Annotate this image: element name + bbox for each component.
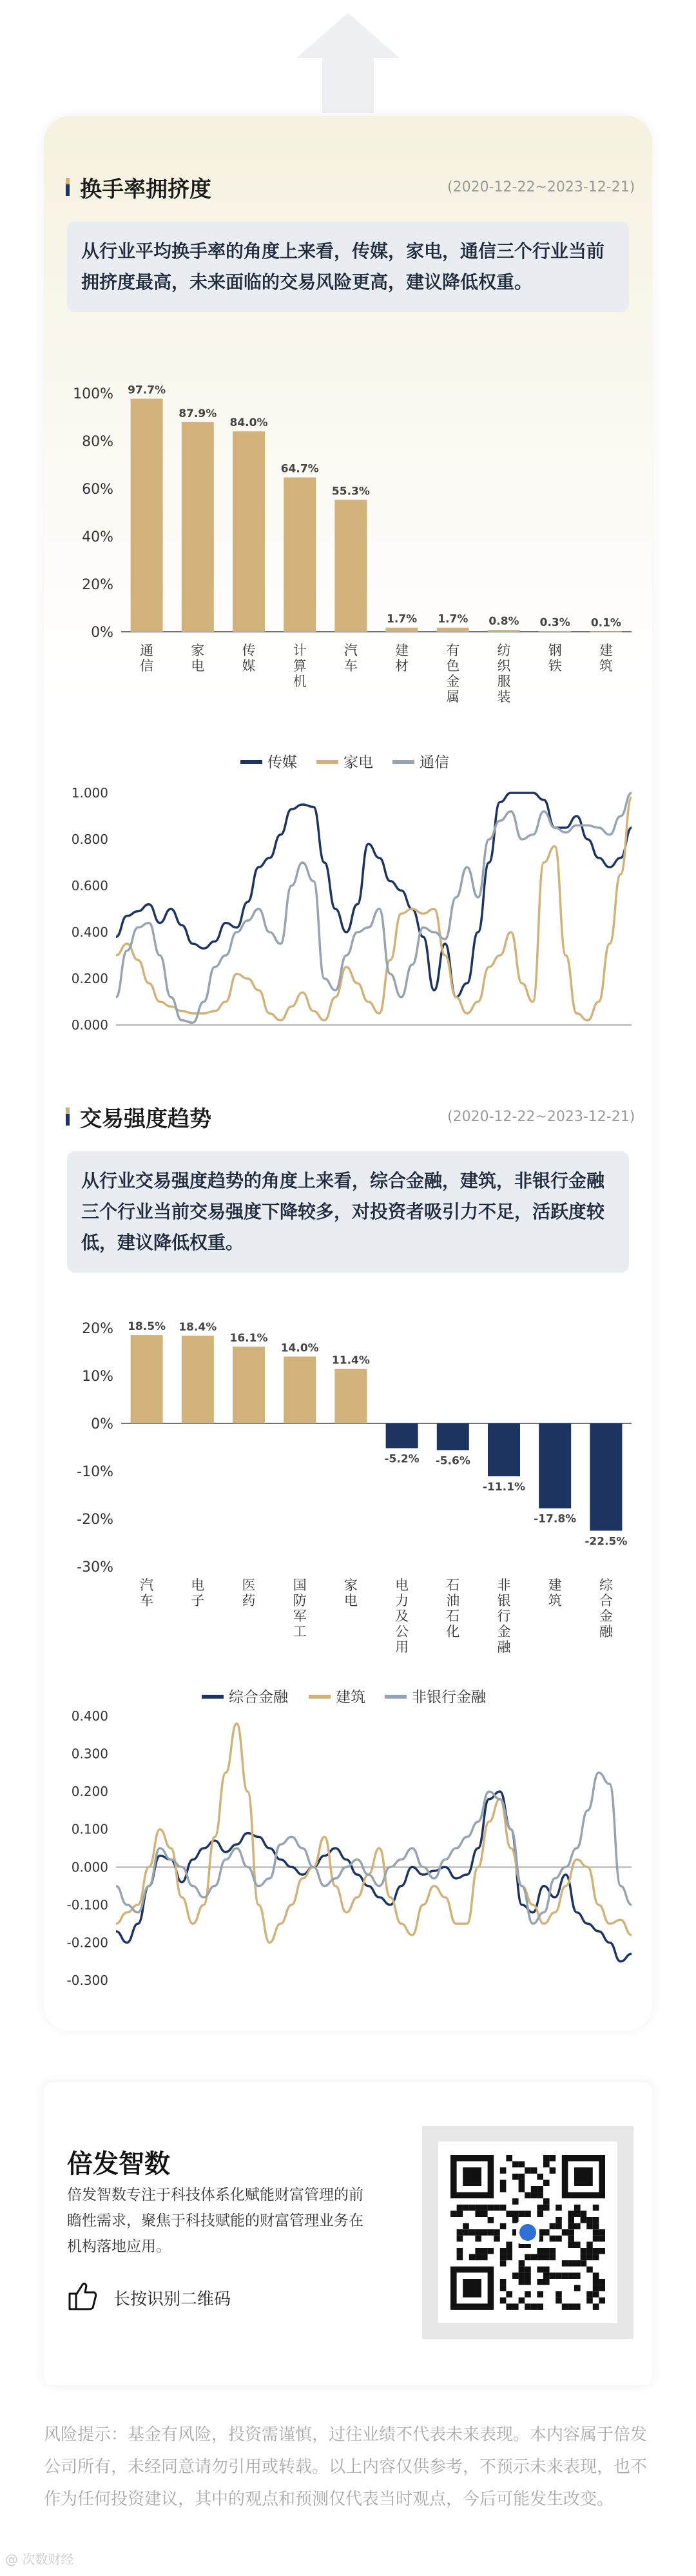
qr-module — [586, 2241, 593, 2248]
qr-module — [543, 2205, 550, 2211]
qr-module — [500, 2167, 507, 2174]
qr-logo — [519, 2224, 536, 2241]
data-label: 1.7% — [387, 612, 418, 626]
qr-module — [562, 2260, 568, 2267]
qr-module — [574, 2272, 581, 2279]
qr-module — [463, 2229, 469, 2236]
qr-module — [543, 2155, 550, 2161]
y-tick-label: 100% — [73, 386, 113, 402]
y-tick-label: -0.200 — [66, 1935, 108, 1951]
qr-module — [556, 2272, 562, 2279]
qr-module — [543, 2229, 550, 2236]
qr-module — [568, 2236, 574, 2242]
qr-module — [512, 2174, 519, 2180]
bar — [590, 1423, 622, 1531]
qr-module — [525, 2210, 531, 2217]
data-label: 0.8% — [488, 615, 519, 629]
qr-module — [457, 2254, 463, 2261]
qr-module — [562, 2229, 568, 2236]
qr-module — [574, 2285, 581, 2292]
brand-description: 倍发智数专注于科技体系化赋能财富管理的前瞻性需求，聚焦于科技赋能的财富管理业务在机构落地应用。 — [67, 2187, 363, 2255]
qr-module — [512, 2217, 519, 2223]
qr-module — [506, 2248, 512, 2254]
data-label: -5.6% — [435, 1454, 470, 1468]
qr-module — [593, 2291, 599, 2298]
qr-module — [537, 2267, 543, 2273]
x-tick-label: 家电 — [343, 1577, 358, 1608]
bar — [233, 431, 265, 632]
qr-module — [574, 2210, 581, 2217]
qr-module — [500, 2186, 507, 2192]
qr-module — [500, 2223, 507, 2230]
qr-module — [537, 2205, 543, 2211]
qr-module — [556, 2223, 562, 2230]
qr-module — [593, 2205, 599, 2211]
series-line — [116, 793, 632, 997]
qr-module — [481, 2248, 488, 2254]
qr-module — [525, 2291, 531, 2298]
qr-module — [475, 2254, 481, 2261]
x-tick-label: 国防军工 — [293, 1577, 307, 1639]
qr-module — [543, 2198, 550, 2205]
qr-module — [531, 2186, 537, 2192]
qr-module — [506, 2291, 512, 2298]
qr-module — [457, 2205, 463, 2211]
qr-module — [475, 2229, 481, 2236]
scan-qr-hint: 长按识别二维码 — [113, 2290, 231, 2309]
qr-module — [556, 2217, 562, 2223]
data-label: 18.5% — [128, 1320, 166, 1334]
turnover-bar-chart — [64, 374, 644, 716]
section-title-intensity: 交易强度趋势 — [80, 1106, 211, 1132]
bar — [539, 1423, 571, 1508]
qr-module — [599, 2279, 605, 2285]
bar — [539, 631, 571, 632]
qr-module — [519, 2267, 525, 2273]
qr-module — [506, 2210, 512, 2217]
section-title-turnover: 换手率拥挤度 — [80, 177, 211, 202]
qr-module — [562, 2303, 568, 2310]
qr-module — [506, 2241, 512, 2248]
qr-module — [586, 2223, 593, 2230]
y-tick-label: 1.000 — [71, 785, 108, 801]
qr-module — [543, 2272, 550, 2279]
qr-module — [581, 2248, 587, 2254]
qr-module — [525, 2272, 531, 2279]
qr-module — [494, 2236, 500, 2242]
data-label: 18.4% — [179, 1320, 217, 1334]
x-tick-label: 汽车 — [140, 1577, 154, 1608]
bar — [233, 1347, 265, 1423]
qr-module — [556, 2298, 562, 2304]
qr-code-icon[interactable] — [438, 2142, 617, 2323]
x-tick-label: 汽车 — [343, 643, 358, 674]
qr-module — [586, 2291, 593, 2298]
qr-finder-core — [463, 2167, 481, 2186]
qr-module — [543, 2248, 550, 2254]
x-tick-label: 综合金融 — [599, 1577, 613, 1639]
qr-module — [506, 2254, 512, 2261]
data-label: 64.7% — [280, 462, 319, 476]
qr-module — [506, 2303, 512, 2310]
bar — [488, 630, 520, 632]
qr-module — [599, 2229, 605, 2236]
qr-module — [519, 2186, 525, 2192]
qr-module — [568, 2223, 574, 2230]
qr-module — [531, 2254, 537, 2261]
qr-module — [568, 2260, 574, 2267]
intensity-bar-chart — [64, 1309, 644, 1670]
qr-module — [537, 2174, 543, 2180]
qr-module — [581, 2217, 587, 2223]
y-tick-label: 10% — [82, 1369, 113, 1385]
qr-module — [488, 2229, 494, 2236]
x-tick-label: 家电 — [191, 643, 205, 674]
bar — [182, 1336, 214, 1423]
series-line — [116, 793, 632, 1022]
qr-module — [550, 2254, 556, 2261]
qr-module — [475, 2236, 481, 2242]
y-tick-label: 0.400 — [71, 924, 108, 940]
x-tick-label: 电力及公用 — [395, 1577, 409, 1655]
qr-module — [599, 2298, 605, 2304]
hand-pointer-icon — [66, 2281, 98, 2312]
qr-module — [556, 2291, 562, 2298]
qr-module — [481, 2210, 488, 2217]
qr-module — [469, 2229, 476, 2236]
bar — [437, 1423, 469, 1450]
section-marker — [66, 178, 70, 196]
qr-module — [593, 2217, 599, 2223]
x-tick-label: 非银行金融 — [497, 1577, 511, 1655]
qr-module — [550, 2167, 556, 2174]
qr-module — [457, 2210, 463, 2217]
qr-module — [574, 2223, 581, 2230]
qr-module — [475, 2248, 481, 2254]
qr-module — [599, 2248, 605, 2254]
qr-module — [488, 2205, 494, 2211]
y-tick-label: 0% — [91, 625, 113, 641]
qr-module — [500, 2298, 507, 2304]
section-summary: 从行业交易强度趋势的角度上来看，综合金融，建筑，非银行金融三个行业当前交易强度下降较多，对投资者吸引力不足，活跃度较低，建议降低权重。 — [67, 1151, 629, 1273]
qr-module — [457, 2236, 463, 2242]
data-label: 1.7% — [438, 612, 469, 626]
bar — [131, 399, 163, 632]
bar — [334, 500, 367, 632]
qr-module — [543, 2180, 550, 2186]
qr-module — [457, 2229, 463, 2236]
watermark: @ 次数财经 — [5, 2552, 74, 2567]
qr-module — [574, 2260, 581, 2267]
qr-module — [556, 2205, 562, 2211]
y-tick-label: 40% — [82, 529, 113, 545]
qr-module — [488, 2248, 494, 2254]
series-line — [116, 1724, 632, 1943]
qr-module — [593, 2303, 599, 2310]
qr-module — [519, 2174, 525, 2180]
qr-module — [531, 2303, 537, 2310]
data-label: -22.5% — [585, 1535, 628, 1548]
qr-module — [512, 2210, 519, 2217]
qr-module — [537, 2291, 543, 2298]
qr-module — [500, 2285, 507, 2292]
qr-module — [586, 2298, 593, 2304]
qr-module — [463, 2205, 469, 2211]
qr-module — [581, 2210, 587, 2217]
qr-module — [543, 2161, 550, 2168]
qr-module — [500, 2254, 507, 2261]
qr-module — [475, 2205, 481, 2211]
legend-label: 通信 — [420, 754, 449, 771]
y-tick-label: -10% — [77, 1464, 113, 1480]
qr-module — [537, 2192, 543, 2199]
qr-module — [481, 2229, 488, 2236]
y-tick-label: 20% — [82, 577, 113, 593]
y-tick-label: 0.800 — [71, 832, 108, 847]
qr-module — [593, 2223, 599, 2230]
data-label: 16.1% — [229, 1331, 268, 1345]
bar — [437, 628, 469, 632]
qr-module — [586, 2248, 593, 2254]
qr-module — [500, 2279, 507, 2285]
qr-module — [512, 2161, 519, 2168]
qr-module — [550, 2236, 556, 2242]
qr-module — [469, 2254, 476, 2261]
data-label: 84.0% — [229, 416, 268, 430]
qr-module — [531, 2192, 537, 2199]
legend-label: 综合金融 — [229, 1689, 288, 1706]
bar — [182, 422, 214, 632]
qr-module — [586, 2254, 593, 2261]
qr-module — [537, 2303, 543, 2310]
y-tick-label: 0.200 — [71, 971, 108, 986]
qr-module — [450, 2210, 457, 2217]
qr-module — [550, 2248, 556, 2254]
qr-module — [537, 2254, 543, 2261]
qr-module — [537, 2248, 543, 2254]
x-tick-label: 计算机 — [293, 643, 307, 689]
qr-module — [599, 2285, 605, 2292]
qr-module — [525, 2279, 531, 2285]
bar — [386, 628, 418, 632]
qr-module — [525, 2267, 531, 2273]
x-tick-label: 医药 — [242, 1577, 256, 1608]
data-label: 11.4% — [331, 1354, 370, 1367]
qr-module — [568, 2272, 574, 2279]
data-label: -17.8% — [534, 1512, 577, 1526]
qr-module — [599, 2236, 605, 2242]
brand-name: 倍发智数 — [67, 2149, 170, 2179]
x-tick-label: 通信 — [140, 643, 154, 674]
bar — [488, 1423, 520, 1476]
qr-module — [537, 2279, 543, 2285]
qr-module — [593, 2285, 599, 2292]
qr-module — [593, 2229, 599, 2236]
qr-module — [531, 2167, 537, 2174]
qr-module — [512, 2303, 519, 2310]
qr-module — [525, 2303, 531, 2310]
legend-label: 非银行金融 — [412, 1689, 486, 1706]
data-label: 55.3% — [331, 485, 370, 498]
y-tick-label: -0.300 — [66, 1973, 108, 1988]
data-label: 87.9% — [179, 407, 217, 420]
qr-module — [525, 2254, 531, 2261]
data-label: -5.2% — [384, 1452, 420, 1466]
qr-finder-core — [574, 2167, 593, 2186]
qr-module — [506, 2155, 512, 2161]
y-tick-label: 0.200 — [71, 1784, 108, 1800]
x-tick-label: 有色金属 — [446, 643, 460, 705]
qr-module — [494, 2205, 500, 2211]
qr-module — [593, 2236, 599, 2242]
qr-module — [481, 2254, 488, 2261]
qr-module — [500, 2260, 507, 2267]
x-tick-label: 电子 — [191, 1577, 205, 1608]
qr-module — [519, 2298, 525, 2304]
qr-module — [537, 2186, 543, 2192]
risk-disclaimer: 风险提示：基金有风险，投资需谨慎，过往业绩不代表未来表现。本内容属于倍发公司所有，未经同意请勿引用或转载。以上内容仅供参考，不预示未来表现，也不作为任何投资建议，其中的观点和预测仅代表当时观点，今后可能发生改变。 — [44, 2425, 648, 2509]
qr-module — [481, 2205, 488, 2211]
qr-module — [574, 2241, 581, 2248]
y-tick-label: 20% — [82, 1321, 113, 1337]
qr-module — [550, 2272, 556, 2279]
qr-module — [562, 2272, 568, 2279]
bar — [284, 1356, 316, 1423]
qr-module — [593, 2272, 599, 2279]
legend-label: 传媒 — [267, 754, 297, 771]
y-tick-label: 80% — [82, 434, 113, 450]
qr-module — [457, 2248, 463, 2254]
qr-module — [519, 2279, 525, 2285]
qr-module — [512, 2272, 519, 2279]
y-tick-label: -20% — [77, 1512, 113, 1528]
qr-module — [494, 2229, 500, 2236]
qr-module — [525, 2167, 531, 2174]
qr-module — [537, 2210, 543, 2217]
qr-module — [463, 2223, 469, 2230]
bar — [386, 1423, 418, 1448]
y-tick-label: 0.000 — [71, 1859, 108, 1875]
y-tick-label: 0.000 — [71, 1017, 108, 1033]
qr-module — [568, 2303, 574, 2310]
legend-label: 建筑 — [336, 1689, 365, 1706]
x-tick-label: 石油石化 — [446, 1577, 460, 1639]
series-line — [116, 1791, 632, 1962]
qr-module — [550, 2155, 556, 2161]
qr-module — [543, 2267, 550, 2273]
x-tick-label: 纺织服装 — [497, 643, 511, 705]
y-tick-label: 60% — [82, 482, 113, 498]
data-label: -11.1% — [482, 1481, 526, 1494]
qr-module — [568, 2229, 574, 2236]
qr-module — [550, 2223, 556, 2230]
qr-module — [568, 2241, 574, 2248]
data-label: 14.0% — [280, 1342, 319, 1355]
series-line — [116, 797, 632, 1020]
qr-module — [525, 2192, 531, 2199]
legend-label: 家电 — [343, 754, 373, 771]
qr-module — [475, 2210, 481, 2217]
qr-module — [574, 2205, 581, 2211]
qr-module — [469, 2205, 476, 2211]
qr-module — [581, 2260, 587, 2267]
qr-module — [581, 2254, 587, 2261]
qr-module — [574, 2303, 581, 2310]
qr-module — [543, 2279, 550, 2285]
qr-module — [519, 2260, 525, 2267]
section-marker — [66, 1107, 70, 1126]
y-tick-label: 0.600 — [71, 878, 108, 893]
qr-module — [500, 2205, 507, 2211]
section-date-range: (2020-12-22~2023-12-21) — [447, 179, 635, 195]
y-tick-label: -0.100 — [66, 1897, 108, 1913]
section-date-range: (2020-12-22~2023-12-21) — [447, 1109, 635, 1125]
qr-finder-core — [463, 2279, 481, 2298]
qr-module — [593, 2254, 599, 2261]
turnover-line-chart — [64, 748, 644, 1070]
x-tick-label: 建筑 — [599, 643, 613, 674]
y-tick-label: 0.300 — [71, 1746, 108, 1762]
x-tick-label: 建材 — [395, 643, 409, 674]
qr-module — [500, 2248, 507, 2254]
qr-module — [519, 2272, 525, 2279]
bar — [131, 1335, 163, 1423]
qr-module — [488, 2217, 494, 2223]
data-label: 0.1% — [590, 616, 621, 630]
x-tick-label: 建筑 — [548, 1577, 562, 1608]
qr-module — [586, 2267, 593, 2273]
bar — [334, 1369, 367, 1423]
y-tick-label: 0% — [91, 1416, 113, 1432]
qr-module — [500, 2180, 507, 2186]
series-line — [116, 1773, 632, 1924]
qr-module — [568, 2210, 574, 2217]
section-summary: 从行业平均换手率的角度上来看，传媒，家电，通信三个行业当前拥挤度最高，未来面临的交易风险更高，建议降低权重。 — [67, 222, 629, 312]
x-tick-label: 钢铁 — [548, 643, 562, 674]
intensity-line-chart — [64, 1683, 644, 2005]
qr-module — [512, 2198, 519, 2205]
data-label: 97.7% — [128, 384, 166, 397]
qr-module — [593, 2279, 599, 2285]
y-tick-label: 0.100 — [71, 1821, 108, 1837]
qr-module — [586, 2217, 593, 2223]
qr-module — [556, 2236, 562, 2242]
qr-module — [519, 2210, 525, 2217]
qr-module — [593, 2248, 599, 2254]
data-label: 0.3% — [539, 616, 570, 629]
x-tick-label: 传媒 — [242, 643, 256, 674]
bar — [284, 478, 316, 632]
qr-module — [543, 2254, 550, 2261]
qr-module — [568, 2217, 574, 2223]
y-tick-label: 0.400 — [71, 1708, 108, 1724]
qr-module — [519, 2161, 525, 2168]
y-tick-label: -30% — [77, 1559, 113, 1576]
qr-module — [519, 2180, 525, 2186]
scroll-top-arrow-icon[interactable] — [284, 6, 412, 116]
